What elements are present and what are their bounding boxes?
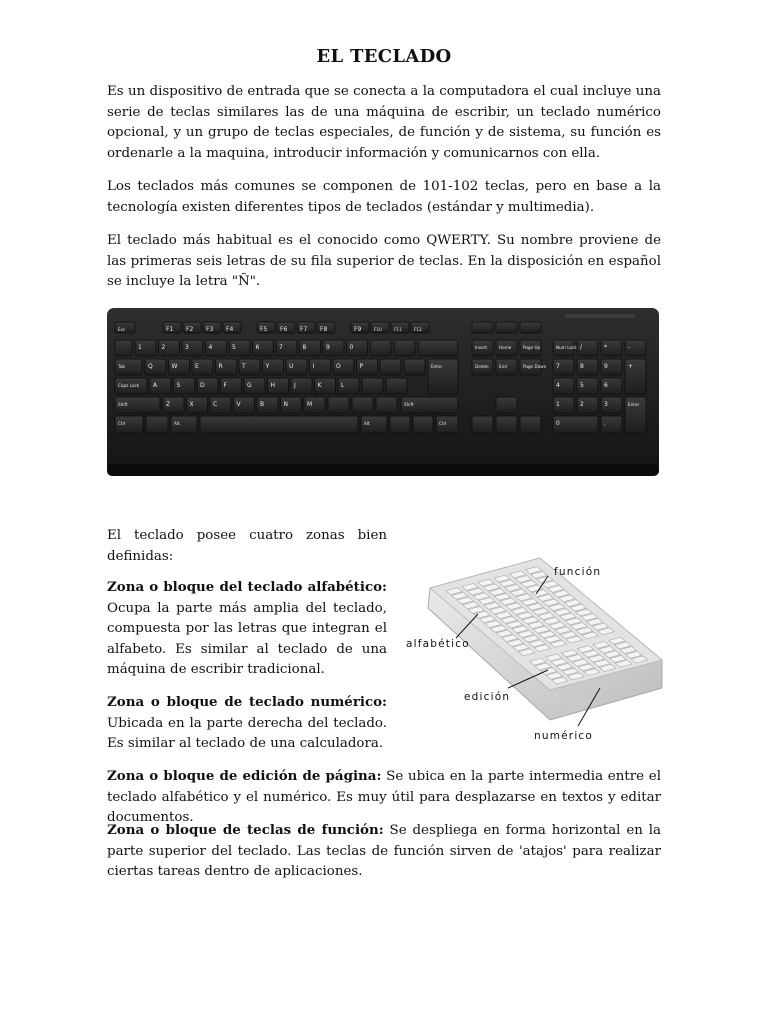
zone-numerico-heading: Zona o bloque de teclado numérico: xyxy=(107,694,387,710)
keyboard-key-label: Tab xyxy=(118,364,126,369)
key xyxy=(376,397,397,413)
key xyxy=(370,340,391,356)
key xyxy=(394,340,415,356)
key xyxy=(472,322,493,333)
keyboard-key-label: 9 xyxy=(604,363,608,370)
keyboard-key-label: Enter xyxy=(431,364,443,369)
keyboard-key-label: 4 xyxy=(556,382,560,389)
intro-paragraph: Es un dispositivo de entrada que se conecta a la computadora el cual incluye una serie de teclas similares las de una máquina de escribir, un teclado numérico opcional, y un grupo de teclas especiales, de función y de sistema, su función es ordenarle a la maquina, introducir información y comunicarnos con ella. xyxy=(107,84,661,161)
keyboard-types-paragraph: Los teclados más comunes se componen de 101-102 teclas, pero en base a la tecnología existen diferentes tipos de teclados (estándar y multimedia). xyxy=(107,179,661,215)
keyboard-key-label: F6 xyxy=(280,326,288,333)
key xyxy=(352,397,373,413)
keyboard-key-label: 5 xyxy=(232,344,236,351)
keyboard-key-label: 0 xyxy=(349,344,354,351)
keyboard-key-label: Page Down xyxy=(523,364,547,369)
keyboard-key-label: N xyxy=(283,401,288,408)
key-windows xyxy=(146,416,168,433)
keyboard-key-label: 1 xyxy=(556,401,560,408)
keyboard-key-label: 2 xyxy=(161,344,166,351)
key-backspace xyxy=(418,340,458,356)
keyboard-key-label: Y xyxy=(265,363,270,370)
keyboard-key-label: Home xyxy=(499,345,512,350)
key-arrow-left xyxy=(472,416,493,433)
zones-intro: El teclado posee cuatro zonas bien definidas: xyxy=(107,528,387,564)
keyboard-key-label: A xyxy=(153,382,158,389)
keyboard-key-label: . xyxy=(604,420,606,427)
qwerty-paragraph: El teclado más habitual es el conocido como QWERTY. Su nombre proviene de las primeras seis letras de su fila superior de teclas. En la disposición en español se incluye la letra "Ñ". xyxy=(107,233,661,289)
keyboard-key-label: F1 xyxy=(166,326,174,333)
keyboard-key-label: H xyxy=(270,382,276,389)
keyboard-key-label: W xyxy=(171,363,178,370)
keyboard-key-label: B xyxy=(260,401,265,408)
zone-edicion-text: Se ubica en la parte intermedia entre el teclado alfabético y el numérico. Es muy útil para desplazarse en textos y editar documentos. xyxy=(107,769,661,825)
label-alfabetico: alfabético xyxy=(406,638,470,650)
keyboard-key-label: S xyxy=(176,382,181,389)
keyboard-key-label: Ctrl xyxy=(118,421,126,426)
keyboard-key-label: Shift xyxy=(118,402,128,407)
keyboard-key-label: Caps Lock xyxy=(118,383,140,388)
keyboard-key-label: 1 xyxy=(138,344,142,351)
keyboard-key-label: Q xyxy=(148,363,153,370)
keyboard-key-label: Num Lock xyxy=(556,345,577,350)
key-windows xyxy=(390,416,410,433)
keyboard-key-label: T xyxy=(242,363,246,370)
key-arrow-down xyxy=(496,416,517,433)
keyboard-key-label: Insert xyxy=(475,345,488,350)
keyboard-key-label: G xyxy=(247,382,252,389)
keyboard-key-label: Shift xyxy=(404,402,414,407)
keyboard-key-label: M xyxy=(307,401,313,408)
key-arrow-right xyxy=(520,416,541,433)
keyboard-key-label: / xyxy=(580,344,583,351)
zone-funcion xyxy=(107,820,661,883)
keyboard-key-label: Ctrl xyxy=(439,421,447,426)
page-title: EL TECLADO xyxy=(316,46,452,67)
keyboard-key-label: F5 xyxy=(260,326,268,333)
keyboard-key-label: Esc xyxy=(118,327,126,332)
key-arrow-up xyxy=(496,397,517,413)
keyboard-key-label: F8 xyxy=(320,326,328,333)
keyboard-photo xyxy=(105,306,661,478)
keyboard-key-label: 7 xyxy=(279,344,283,351)
key xyxy=(362,378,383,394)
key xyxy=(328,397,349,413)
keyboard-key-label: 3 xyxy=(185,344,189,351)
label-funcion: función xyxy=(554,566,602,578)
keyboard-key-label: X xyxy=(189,401,194,408)
keyboard-key-label: Delete xyxy=(475,364,489,369)
zone-numerico xyxy=(107,692,387,755)
keyboard-key-label: Page Up xyxy=(523,345,541,350)
keyboard-key-label: I xyxy=(312,363,315,370)
keyboard-key-label: 9 xyxy=(326,344,330,351)
label-edicion: edición xyxy=(464,691,511,703)
zone-alfabetico xyxy=(107,577,387,681)
keyboard-key-label: Enter xyxy=(628,402,640,407)
label-numerico: numérico xyxy=(534,730,594,742)
keyboard-key-label: Alt xyxy=(364,421,370,426)
keyboard-key-label: C xyxy=(213,401,218,408)
keyboard-key-label: 4 xyxy=(208,344,213,351)
key-menu xyxy=(413,416,433,433)
keyboard-key-label: D xyxy=(200,382,205,389)
keyboard-key-label: 3 xyxy=(604,401,608,408)
key xyxy=(386,378,407,394)
keyboard-zones-diagram xyxy=(400,548,670,748)
keyboard-key-label: E xyxy=(195,363,199,370)
status-light-strip xyxy=(565,314,635,318)
key xyxy=(404,359,425,375)
zone-funcion-text: Se despliega en forma horizontal en la parte superior del teclado. Las teclas de función sirven de 'atajos' para realizar ciertas tareas dentro de aplicaciones. xyxy=(107,823,662,879)
keyboard-key-label: O xyxy=(336,363,341,370)
keyboard-key-label: 8 xyxy=(302,344,307,351)
keyboard-key-label: J xyxy=(294,382,296,389)
zone-funcion-heading: Zona o bloque de teclas de función: xyxy=(107,822,384,838)
zone-edicion-heading: Zona o bloque de edición de página: xyxy=(107,768,382,784)
keyboard-key-label: Z xyxy=(166,401,171,408)
key xyxy=(496,322,517,333)
keyboard-key-label: 2 xyxy=(580,401,584,408)
keyboard-key-label: + xyxy=(628,363,634,370)
keyboard-key-label: F2 xyxy=(186,326,194,333)
keyboard-key-label: * xyxy=(604,344,607,351)
keyboard-key-label: F11 xyxy=(394,327,402,332)
keyboard-key-label: 6 xyxy=(604,382,608,389)
keyboard-key-label: U xyxy=(289,363,294,370)
key-space xyxy=(200,416,358,433)
keyboard-key-label: P xyxy=(359,363,364,370)
keyboard-key-label: F xyxy=(223,382,227,389)
key xyxy=(520,322,541,333)
keyboard-key-label: End xyxy=(499,364,507,369)
keyboard-key-label: 6 xyxy=(255,344,260,351)
keyboard-key-label: F3 xyxy=(206,326,214,333)
keyboard-key-label: V xyxy=(236,401,241,408)
zone-alfabetico-text: Ocupa la parte más amplia del teclado, compuesta por las letras que integran el alfabeto. Es similar al teclado de una máquina de escribir tradicional. xyxy=(107,600,387,677)
keyboard-key-label: Alt xyxy=(174,421,180,426)
keyboard-key-label: F4 xyxy=(226,326,234,333)
keyboard-key-label: 7 xyxy=(556,363,560,370)
keyboard-key-label: 0 xyxy=(556,420,560,427)
keyboard-key-label: F7 xyxy=(300,326,308,333)
key xyxy=(115,340,132,356)
keyboard-key-label: F10 xyxy=(374,327,382,332)
keyboard-key-label: L xyxy=(341,382,345,389)
keyboard-key-label: F9 xyxy=(354,326,362,333)
keyboard-key-label: F12 xyxy=(414,327,422,332)
zone-alfabetico-heading: Zona o bloque del teclado alfabético: xyxy=(107,579,387,595)
key xyxy=(380,359,401,375)
keyboard-key-label: K xyxy=(317,382,322,389)
keyboard-key-label: - xyxy=(628,344,631,351)
keyboard-key-label: 5 xyxy=(580,382,584,389)
keyboard-key-label: 8 xyxy=(580,363,584,370)
keyboard-key-label: R xyxy=(218,363,223,370)
zone-numerico-text: Ubicada en la parte derecha del teclado. Es similar al teclado de una calculadora. xyxy=(107,715,387,751)
